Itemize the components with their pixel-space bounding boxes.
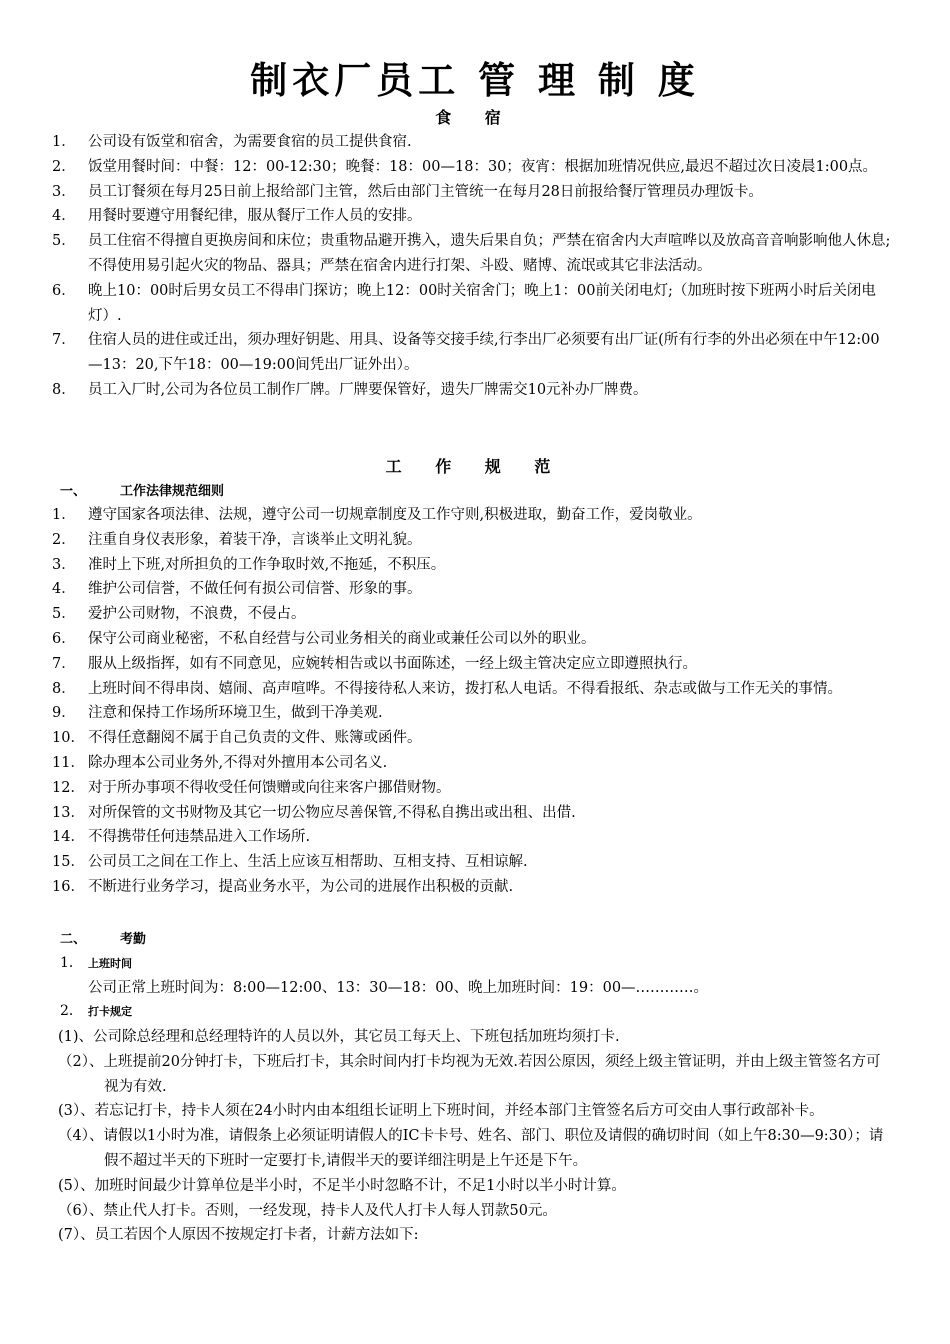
punch-rules-list	[0, 1025, 950, 1248]
list-item: 3． 准时上下班,对所担负的工作争取时效,不拖延，不积压。	[52, 556, 446, 573]
list-item: 5． 爱护公司财物，不浪费，不侵占。	[52, 606, 306, 623]
punch-rules-heading: 2． 打卡规定	[60, 1003, 132, 1019]
list-item: 16． 不断进行业务学习，提高业务水平，为公司的进展作出积极的贡献.	[52, 878, 514, 895]
list-item: 6． 保守公司商业秘密，不私自经营与公司业务相关的商业或兼任公司以外的职业。	[52, 630, 596, 647]
list-item: 1． 公司设有饭堂和宿舍，为需要食宿的员工提供食宿.	[52, 134, 412, 150]
list-item: 10． 不得任意翻阅不属于自己负责的文件、账簿或函件。	[52, 730, 422, 747]
food-rules-list	[0, 130, 950, 403]
list-item: (1)、公司除总经理和总经理特许的人员以外，其它员工每天上、下班包括加班均须打卡.	[58, 1029, 620, 1045]
subsection-heading-attendance: 二、 考勤	[60, 932, 147, 947]
list-item: 6． 晚上10：00时后男女员工不得串门探访；晚上12：00时关宿舍门；晚上1：00前关闭电灯;（加班时按下班两小时后关闭电灯）.	[52, 282, 876, 324]
list-item: 5． 员工住宿不得擅自更换房间和床位；贵重物品避开携入，遗失后果自负；严禁在宿舍内大声喧哗以及放高音音响影响他人休息;不得使用易引起火灾的物品、器具；严禁在宿舍内进行打架、斗殴、赌博、流氓或其它非法活动。	[52, 233, 891, 274]
section-heading-food: 食 宿	[435, 108, 515, 127]
list-item: （6）、禁止代人打卡。否则，一经发现，持卡人及代人打卡人每人罚款50元。	[58, 1202, 557, 1219]
list-item: 4． 维护公司信誉，不做任何有损公司信誉、形象的事。	[52, 581, 422, 598]
document-title: 制衣厂员工 管 理 制 度	[250, 59, 700, 102]
list-item: 7． 住宿人员的进住或迁出，须办理好钥匙、用具、设备等交接手续,行李出厂必须要有出厂证(所有行李的外出必须在中午12:00—13：20,下午18：00—19:00间凭出厂证外出）。	[52, 332, 880, 374]
section-heading-work: 工 作 规 范	[385, 457, 565, 476]
list-item: 11． 除办理本公司业务外,不得对外擅用本公司名义.	[52, 754, 388, 771]
list-item: （4）、请假以1小时为准，请假条上必须证明请假人的IC卡卡号、姓名、部门、职位及请假的确切时间（如上午8:30—9:30）；请假不超过半天的下班时一定要打卡,请假半天的要详细注明是上午还是下午。	[58, 1128, 884, 1169]
list-item: 2． 饭堂用餐时间：中餐：12：00-12:30；晚餐：18：00—18：30；夜宵：根据加班情况供应,最迟不超过次日凌晨1:00点。	[52, 158, 878, 175]
list-item: (5）、加班时间最少计算单位是半小时，不足半小时忽略不计，不足1小时以半小时计算。	[58, 1177, 626, 1194]
list-item: (3）、若忘记打卡，持卡人须在24小时内由本组组长证明上下班时间，并经本部门主管签名后方可交由人事行政部补卡。	[58, 1103, 824, 1120]
list-item: 12． 对于所办事项不得收受任何馈赠或向往来客户挪借财物。	[52, 779, 451, 796]
list-item: （2）、上班提前20分钟打卡，下班后打卡，其余时间内打卡均视为无效.若因公原因，须经上级主管证明，并由上级主管签名方可视为有效.	[58, 1053, 881, 1095]
list-item: 14． 不得携带任何违禁品进入工作场所.	[52, 829, 311, 846]
list-item: 9． 注意和保持工作场所环境卫生，做到干净美观.	[52, 705, 383, 722]
working-hours-text: 公司正常上班时间为：8:00—12:00、13：30—18：00、晚上加班时间：19：00—…………。	[88, 980, 709, 996]
list-item: 8． 员工入厂时,公司为各位员工制作厂牌。厂牌要保管好，遗失厂牌需交10元补办厂牌费。	[52, 381, 648, 398]
subsection-heading-law: 一、 工作法律规范细则	[60, 484, 225, 499]
list-item: 7． 服从上级指挥，如有不同意见，应婉转相告或以书面陈述，一经上级主管决定应立即遵照执行。	[52, 655, 697, 672]
attendance-hours-heading: 1． 上班时间	[60, 955, 132, 971]
list-item: 2． 注重自身仪表形象，着装干净，言谈举止文明礼貌。	[52, 531, 422, 548]
list-item: 15． 公司员工之间在工作上、生活上应该互相帮助、互相支持、互相谅解.	[52, 854, 528, 871]
list-item: 8． 上班时间不得串岗、嬉闹、高声喧哗。不得接待私人来访，拨打私人电话。不得看报纸、杂志或做与工作无关的事情。	[52, 680, 842, 697]
list-item: 4． 用餐时要遵守用餐纪律，服从餐厅工作人员的安排。	[52, 208, 422, 225]
list-item: 13． 对所保管的文书财物及其它一切公物应尽善保管,不得私自携出或出租、出借.	[52, 804, 576, 821]
work-rules-list	[0, 503, 950, 900]
list-item: 1． 遵守国家各项法律、法规，遵守公司一切规章制度及工作守则,积极进取，勤奋工作，爱岗敬业。	[52, 507, 702, 523]
list-item: 3． 员工订餐须在每月25日前上报给部门主管，然后由部门主管统一在每月28日前报给餐厅管理员办理饭卡。	[52, 183, 763, 200]
list-item: (7）、员工若因个人原因不按规定打卡者，计薪方法如下:	[58, 1227, 419, 1244]
